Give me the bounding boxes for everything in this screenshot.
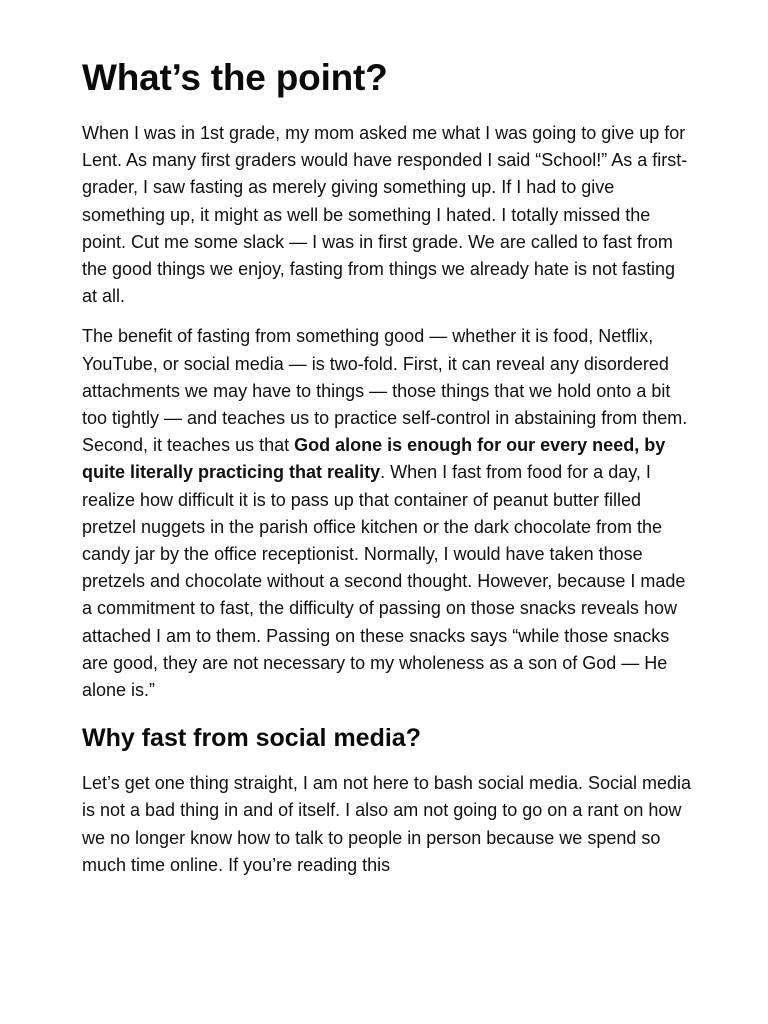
paragraph-text: Let’s get one thing straight, I am not here to bash social media. Social media is not a bad thing in and of itself. I also am not going to go on a rant on how we no longer know how to talk to people in person because we spend so much time online. If you’re reading this — [82, 773, 692, 875]
paragraph-text: When I was in 1st grade, my mom asked me what I was going to give up for Lent. As many first graders would have responded I said “School!” As a first-grader, I saw fasting as merely giving something up. If I had to give something up, it might as well be something I hated. I totally missed the point. Cut me some slack — I was in first grade. We are called to fast from the good things we enjoy, fasting from things we already hate is not fasting at all. — [82, 123, 688, 307]
emphasis-text: God alone is enough for our every need, by quite literally practicing that reality — [82, 435, 666, 483]
paragraph-first-grade — [82, 120, 692, 310]
article-body — [82, 52, 692, 892]
paragraph-text-part-1: The benefit of fasting from something good — whether it is food, Netflix, YouTube, or social media — is two-fold. First, it can reveal any disordered attachments we may have to things — those things that we hold onto a bit too tightly — and teaches us to practice self-control in abstaining from them. Second, it teaches us that — [82, 326, 688, 456]
page-title: What’s the point? — [82, 57, 388, 98]
paragraph-text-part-2: . When I fast from food for a day, I realize how difficult it is to pass up that container of peanut butter filled pretzel nuggets in the parish office kitchen or the dark chocolate from the candy jar by the office receptionist. Normally, I would have taken those pretzels and chocolate without a second thought. However, because I made a commitment to fast, the difficulty of passing on those snacks reveals how attached I am to them. Passing on these snacks says “while those snacks are good, they are not necessary to my wholeness as a son of God — He alone is.” — [82, 462, 686, 701]
paragraph-social-media — [82, 770, 692, 879]
paragraph-benefit-of-fasting — [82, 323, 692, 704]
section-heading: Why fast from social media? — [82, 724, 421, 753]
